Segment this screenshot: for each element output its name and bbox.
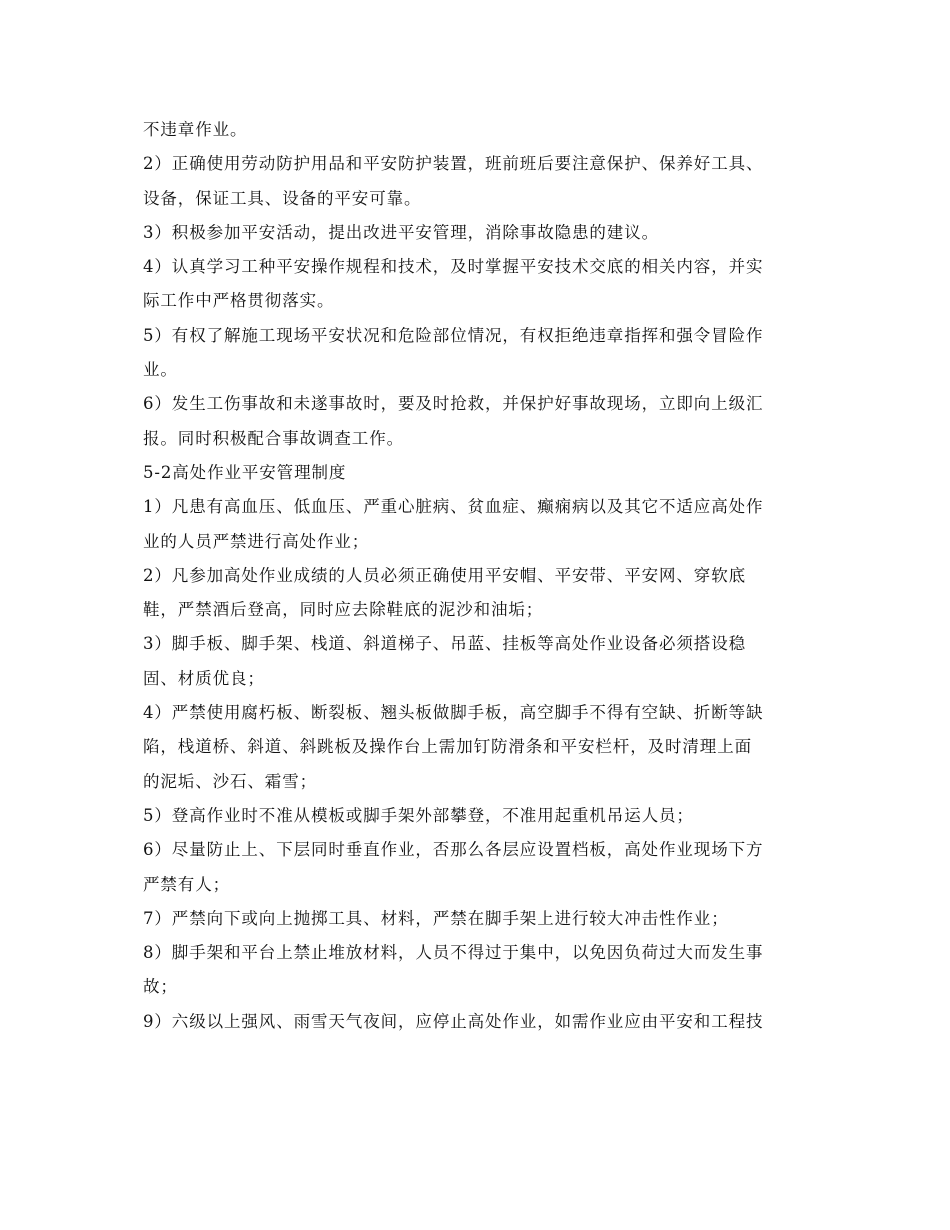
text-line: 故； (143, 977, 178, 997)
text-line: 1）凡患有高血压、低血压、严重心脏病、贫血症、癫痫病以及其它不适应高处作 (143, 497, 764, 517)
text-line: 3）积极参加平安活动，提出改进平安管理，消除事故隐患的建议。 (143, 222, 659, 242)
text-line: 5）有权了解施工现场平安状况和危险部位情况，有权拒绝违章指挥和强令冒险作 (143, 325, 764, 345)
text-line: 6）尽量防止上、下层同时垂直作业，否那么各层应设置档板，高处作业现场下方 (143, 840, 764, 860)
text-line: 设备，保证工具、设备的平安可靠。 (143, 188, 422, 208)
text-line: 3）脚手板、脚手架、栈道、斜道梯子、吊蓝、挂板等高处作业设备必须搭设稳 (143, 634, 746, 654)
text-line: 4）严禁使用腐朽板、断裂板、翘头板做脚手板，高空脚手不得有空缺、折断等缺 (143, 703, 764, 723)
text-line: 9）六级以上强风、雨雪天气夜间，应停止高处作业，如需作业应由平安和工程技 (143, 1011, 764, 1031)
text-line: 7）严禁向下或向上抛掷工具、材料，严禁在脚手架上进行较大冲击性作业； (143, 908, 729, 928)
text-line: 2）正确使用劳动防护用品和平安防护装置，班前班后要注意保护、保养好工具、 (143, 154, 764, 174)
text-line: 4）认真学习工种平安操作规程和技术，及时掌握平安技术交底的相关内容，并实 (143, 257, 764, 277)
text-line: 陷，栈道桥、斜道、斜跳板及操作台上需加钉防滑条和平安栏杆，及时清理上面 (143, 737, 752, 757)
text-line: 8）脚手架和平台上禁止堆放材料，人员不得过于集中，以免因负荷过大而发生事 (143, 943, 764, 963)
text-line: 严禁有人； (143, 874, 230, 894)
text-line: 固、材质优良； (143, 668, 265, 688)
section-heading: 5-2高处作业平安管理制度 (143, 462, 347, 482)
text-line: 2）凡参加高处作业成绩的人员必须正确使用平安帽、平安带、平安网、穿软底 (143, 565, 746, 585)
text-line: 报。同时积极配合事故调查工作。 (143, 428, 404, 448)
text-line: 6）发生工伤事故和未遂事故时，要及时抢救，并保护好事故现场，立即向上级汇 (143, 394, 764, 414)
text-line: 的泥垢、沙石、霜雪； (143, 771, 317, 791)
document-body (143, 113, 813, 1039)
text-line: 不违章作业。 (143, 120, 248, 139)
text-line: 际工作中严格贯彻落实。 (143, 291, 335, 311)
text-line: 业。 (143, 360, 178, 380)
text-line: 业的人员严禁进行高处作业； (143, 531, 370, 551)
text-line: 鞋，严禁酒后登高，同时应去除鞋底的泥沙和油垢； (143, 600, 544, 620)
text-line: 5）登高作业时不准从模板或脚手架外部攀登，不准用起重机吊运人员； (143, 805, 694, 825)
